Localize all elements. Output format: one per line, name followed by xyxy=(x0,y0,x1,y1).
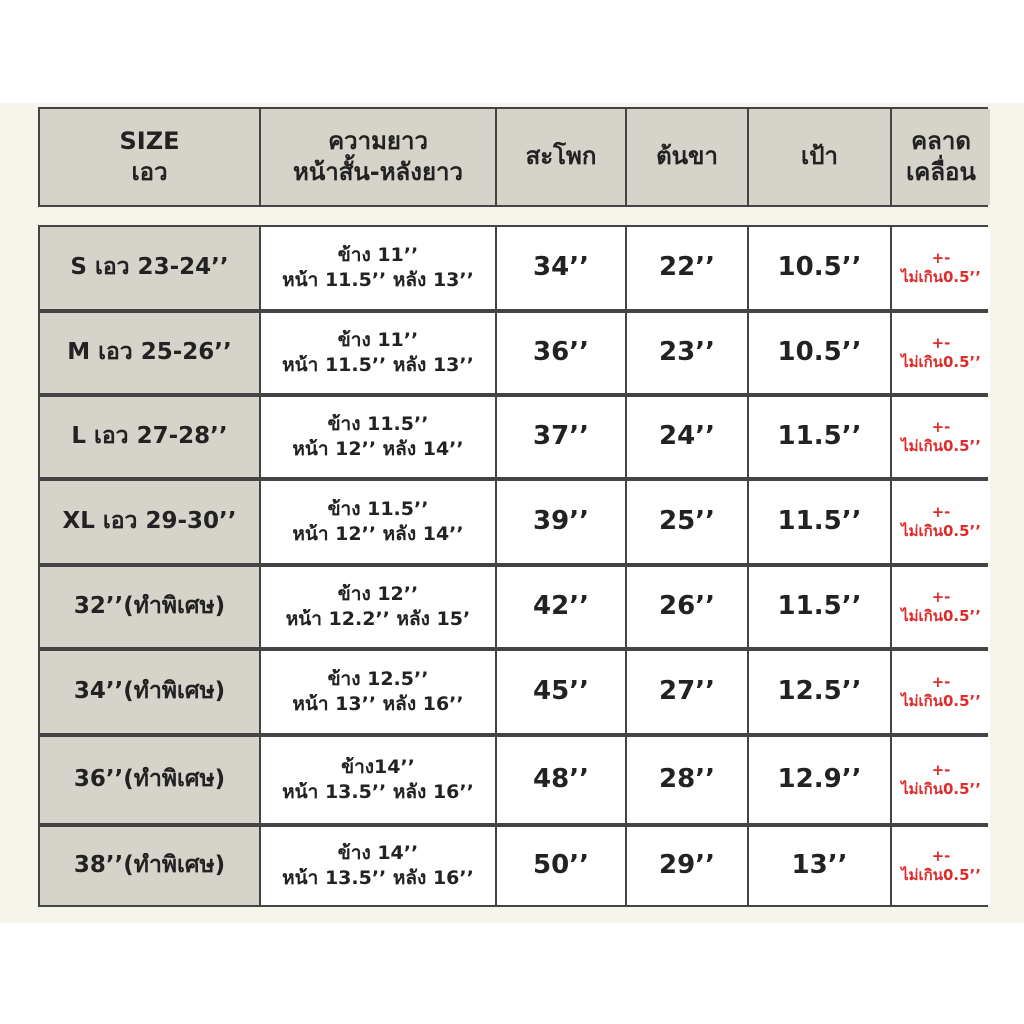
hip-cell xyxy=(497,827,627,905)
hip-cell xyxy=(497,227,627,309)
header-tolerance xyxy=(892,109,990,205)
thigh-thigh-text: 22’’ xyxy=(659,252,715,283)
header-hip-label: สะโพก xyxy=(525,142,597,171)
size-cell xyxy=(40,567,261,647)
thigh-thigh-text: 23’’ xyxy=(659,337,715,368)
size-size-text: 38’’(ทำพิเศษ) xyxy=(73,852,226,879)
size-size-text: XL เอว 29-30’’ xyxy=(62,508,237,535)
table-row xyxy=(38,825,988,907)
hip-hip-text: 36’’ xyxy=(533,337,589,368)
header-size-line2: เอว xyxy=(131,158,168,186)
hip-cell xyxy=(497,313,627,393)
header-length-line1: ความยาว xyxy=(328,126,428,155)
length-cell xyxy=(261,397,497,477)
size-size-text: 32’’(ทำพิเศษ) xyxy=(73,593,226,620)
length-len1-text: ข้าง 12’’ xyxy=(337,583,419,606)
thigh-thigh-text: 26’’ xyxy=(659,591,715,622)
length-len2-text: หน้า 12’’ หลัง 14’’ xyxy=(292,523,464,545)
size-size-text: L เอว 27-28’’ xyxy=(71,423,228,450)
size-cell xyxy=(40,313,261,393)
hip-hip-text: 34’’ xyxy=(533,252,589,283)
tolerance-cell xyxy=(892,827,990,905)
thigh-thigh-text: 29’’ xyxy=(659,850,715,881)
length-len2-text: หน้า 13’’ หลัง 16’’ xyxy=(292,693,464,715)
size-size-text: 36’’(ทำพิเศษ) xyxy=(73,766,226,793)
size-cell xyxy=(40,481,261,563)
hip-hip-text: 50’’ xyxy=(533,850,589,881)
header-length-line2: หน้าสั้น-หลังยาว xyxy=(293,158,463,186)
crotch-crotch-text: 12.9’’ xyxy=(777,764,862,795)
size-size-text: M เอว 25-26’’ xyxy=(67,339,232,366)
length-len2-text: หน้า 11.5’’ หลัง 13’’ xyxy=(282,354,474,376)
length-len1-text: ข้าง 11.5’’ xyxy=(327,498,429,521)
tolerance-tol1-text: +- xyxy=(931,760,951,779)
hip-hip-text: 48’’ xyxy=(533,764,589,795)
tolerance-tol2-text: ไม่เกิน0.5’’ xyxy=(901,437,981,455)
header-hip xyxy=(497,109,627,205)
header-tolerance-line2: เคลื่อน xyxy=(906,158,976,186)
tolerance-cell xyxy=(892,313,990,393)
length-len1-text: ข้าง 11’’ xyxy=(337,329,419,352)
length-len1-text: ข้าง 11.5’’ xyxy=(327,413,429,436)
length-len2-text: หน้า 13.5’’ หลัง 16’’ xyxy=(282,867,474,889)
length-cell xyxy=(261,227,497,309)
tolerance-tol2-text: ไม่เกิน0.5’’ xyxy=(901,353,981,371)
table-row xyxy=(38,649,988,735)
table-row xyxy=(38,311,988,395)
length-len1-text: ข้าง 14’’ xyxy=(337,842,419,865)
thigh-thigh-text: 25’’ xyxy=(659,506,715,537)
tolerance-cell xyxy=(892,567,990,647)
thigh-cell xyxy=(627,313,749,393)
tolerance-tol1-text: +- xyxy=(931,248,951,267)
tolerance-tol1-text: +- xyxy=(931,672,951,691)
crotch-cell xyxy=(749,397,892,477)
tolerance-tol1-text: +- xyxy=(931,587,951,606)
tolerance-tol2-text: ไม่เกิน0.5’’ xyxy=(901,268,981,286)
crotch-cell xyxy=(749,827,892,905)
size-size-text: S เอว 23-24’’ xyxy=(70,254,229,281)
hip-cell xyxy=(497,651,627,733)
table-header-row xyxy=(38,107,988,207)
table-row xyxy=(38,565,988,649)
header-length xyxy=(261,109,497,205)
thigh-cell xyxy=(627,481,749,563)
size-size-text: 34’’(ทำพิเศษ) xyxy=(73,678,226,705)
header-crotch xyxy=(749,109,892,205)
tolerance-tol2-text: ไม่เกิน0.5’’ xyxy=(901,780,981,798)
crotch-cell xyxy=(749,651,892,733)
size-chart-table xyxy=(38,107,988,907)
hip-hip-text: 45’’ xyxy=(533,676,589,707)
tolerance-cell xyxy=(892,481,990,563)
hip-cell xyxy=(497,737,627,823)
crotch-crotch-text: 10.5’’ xyxy=(777,337,862,368)
header-crotch-label: เป้า xyxy=(801,142,838,171)
tolerance-tol1-text: +- xyxy=(931,417,951,436)
tolerance-cell xyxy=(892,737,990,823)
length-cell xyxy=(261,313,497,393)
tolerance-tol2-text: ไม่เกิน0.5’’ xyxy=(901,866,981,884)
tolerance-tol1-text: +- xyxy=(931,846,951,865)
length-cell xyxy=(261,481,497,563)
tolerance-tol2-text: ไม่เกิน0.5’’ xyxy=(901,522,981,540)
thigh-cell xyxy=(627,737,749,823)
hip-cell xyxy=(497,567,627,647)
header-thigh xyxy=(627,109,749,205)
crotch-cell xyxy=(749,567,892,647)
header-tolerance-line1: คลาด xyxy=(911,126,971,155)
crotch-crotch-text: 13’’ xyxy=(791,850,848,881)
thigh-thigh-text: 24’’ xyxy=(659,421,715,452)
table-row xyxy=(38,225,988,311)
hip-cell xyxy=(497,397,627,477)
tolerance-tol2-text: ไม่เกิน0.5’’ xyxy=(901,607,981,625)
header-size xyxy=(40,109,261,205)
size-cell xyxy=(40,827,261,905)
length-cell xyxy=(261,567,497,647)
crotch-crotch-text: 11.5’’ xyxy=(777,506,862,537)
length-len2-text: หน้า 12’’ หลัง 14’’ xyxy=(292,438,464,460)
crotch-crotch-text: 11.5’’ xyxy=(777,591,862,622)
thigh-cell xyxy=(627,827,749,905)
size-cell xyxy=(40,397,261,477)
length-cell xyxy=(261,827,497,905)
length-cell xyxy=(261,737,497,823)
thigh-thigh-text: 28’’ xyxy=(659,764,715,795)
length-len2-text: หน้า 12.2’’ หลัง 15’ xyxy=(285,608,471,630)
hip-hip-text: 42’’ xyxy=(533,591,589,622)
tolerance-cell xyxy=(892,227,990,309)
thigh-cell xyxy=(627,397,749,477)
tolerance-cell xyxy=(892,651,990,733)
crotch-crotch-text: 11.5’’ xyxy=(777,421,862,452)
length-len2-text: หน้า 13.5’’ หลัง 16’’ xyxy=(282,781,474,803)
table-row xyxy=(38,479,988,565)
table-row xyxy=(38,395,988,479)
header-thigh-label: ต้นขา xyxy=(656,142,718,171)
hip-hip-text: 37’’ xyxy=(533,421,589,452)
crotch-crotch-text: 12.5’’ xyxy=(777,676,862,707)
length-len1-text: ข้าง14’’ xyxy=(341,756,415,779)
length-len1-text: ข้าง 12.5’’ xyxy=(327,668,429,691)
tolerance-tol2-text: ไม่เกิน0.5’’ xyxy=(901,692,981,710)
crotch-cell xyxy=(749,737,892,823)
size-cell xyxy=(40,737,261,823)
crotch-cell xyxy=(749,227,892,309)
thigh-cell xyxy=(627,651,749,733)
thigh-cell xyxy=(627,227,749,309)
tolerance-tol1-text: +- xyxy=(931,333,951,352)
tolerance-tol1-text: +- xyxy=(931,502,951,521)
hip-cell xyxy=(497,481,627,563)
length-cell xyxy=(261,651,497,733)
size-cell xyxy=(40,651,261,733)
thigh-thigh-text: 27’’ xyxy=(659,676,715,707)
header-size-line1: SIZE xyxy=(119,126,180,155)
table-row xyxy=(38,735,988,825)
hip-hip-text: 39’’ xyxy=(533,506,589,537)
crotch-crotch-text: 10.5’’ xyxy=(777,252,862,283)
thigh-cell xyxy=(627,567,749,647)
crotch-cell xyxy=(749,481,892,563)
length-len2-text: หน้า 11.5’’ หลัง 13’’ xyxy=(282,269,474,291)
tolerance-cell xyxy=(892,397,990,477)
length-len1-text: ข้าง 11’’ xyxy=(337,244,419,267)
crotch-cell xyxy=(749,313,892,393)
size-cell xyxy=(40,227,261,309)
